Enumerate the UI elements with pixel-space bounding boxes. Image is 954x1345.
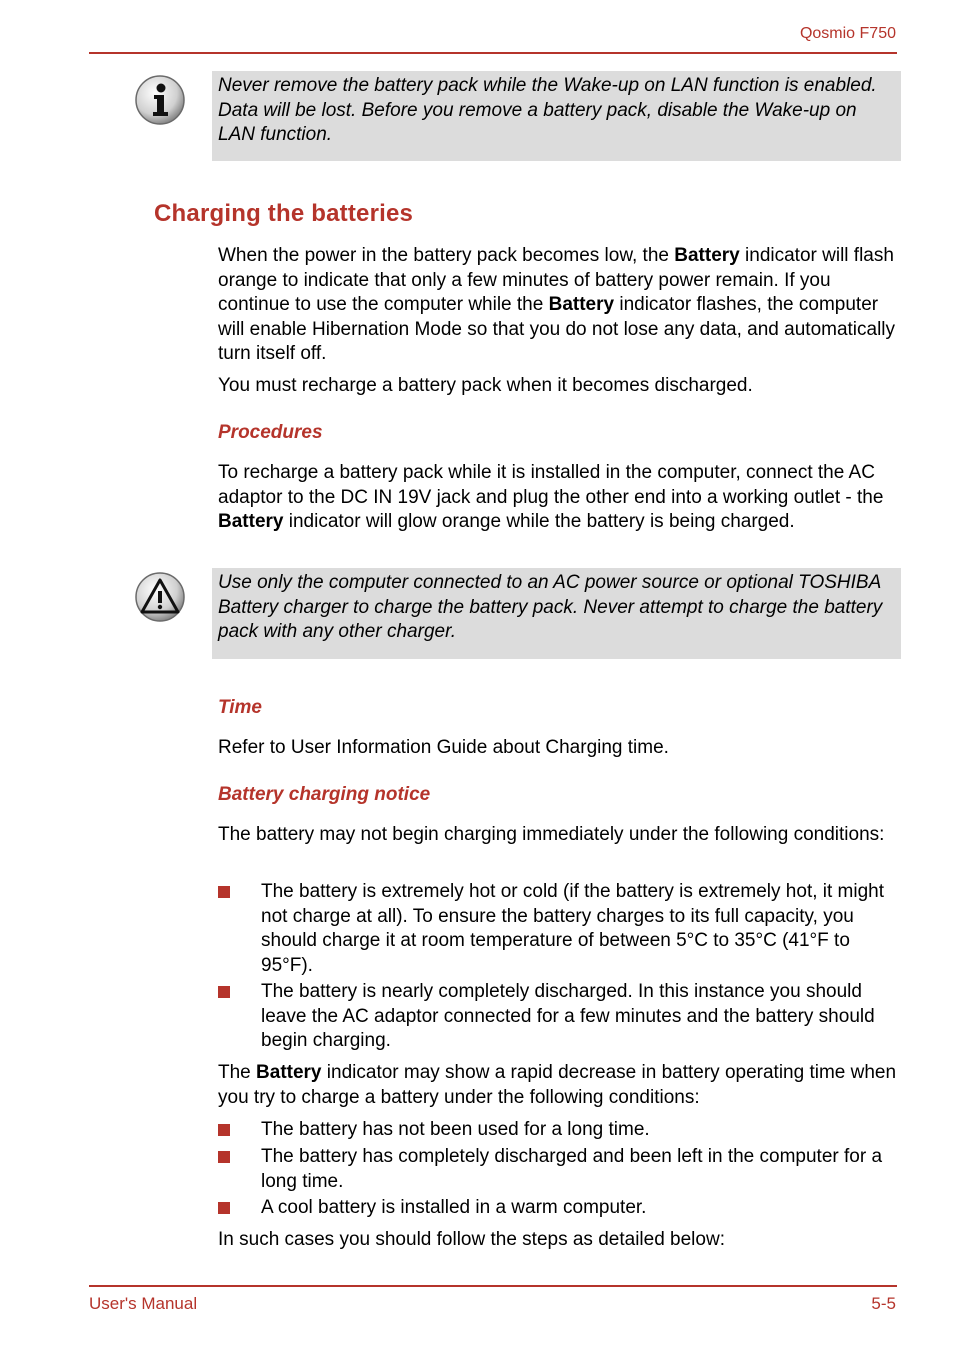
bullet-square-icon [218,886,230,898]
bullet-square-icon [218,1124,230,1136]
time-heading: Time [218,697,263,718]
header-rule [89,52,897,54]
warning-icon [134,571,186,628]
info-note [212,71,901,161]
page-number: 5-5 [871,1294,896,1313]
header-product-name: Qosmio F750 [799,25,896,42]
intro-paragraph: When the power in the battery pack becomes low, the Battery indicator will flash orange to indicate that only a few minutes of battery power remain. If you continue to use the computer while the Battery indicator flashes, the computer will enable Hibernation Mode so that you do not lose any data, and automatically turn itself off. [218,245,896,364]
notice-paragraph-2: The Battery indicator may show a rapid decrease in battery operating time when you try to charge a battery under the following conditions: [218,1062,897,1108]
bullet-square-icon [218,986,230,998]
notice-paragraph-3: In such cases you should follow the steps as detailed below: [218,1229,725,1250]
info-note-text: Never remove the battery pack while the Wake-up on LAN function is enabled. Data will be lost. Before you remove a battery pack, disable the Wake-up on LAN function. [218,75,877,145]
info-icon [134,74,186,131]
footer-manual-title: User's Manual [89,1294,198,1313]
section-title: Charging the batteries [154,200,414,227]
bullet-square-icon [218,1151,230,1163]
list-item: The battery is extremely hot or cold (if the battery is extremely hot, it might not charge at all). To ensure the battery charges to its full capacity, you should charge it at room temperature of between 5°C to 35°C (41°F to 95°F). [218,880,901,978]
recharge-paragraph: You must recharge a battery pack when it becomes discharged. [218,375,753,396]
procedures-heading: Procedures [218,422,323,443]
warning-note [212,568,901,659]
time-paragraph: Refer to User Information Guide about Charging time. [218,737,669,758]
list-item: The battery has completely discharged and been left in the computer for a long time. [218,1145,901,1194]
list-item: The battery has not been used for a long time. [218,1118,901,1143]
list-item: A cool battery is installed in a warm computer. [218,1196,901,1221]
notice-paragraph-1: The battery may not begin charging immediately under the following conditions: [218,824,885,845]
bullet-square-icon [218,1202,230,1214]
warning-note-text: Use only the computer connected to an AC power source or optional TOSHIBA Battery charger to charge the battery pack. Never attempt to charge the battery pack with any other charger. [218,572,883,642]
notice-heading: Battery charging notice [218,784,431,805]
list-item: The battery is nearly completely discharged. In this instance you should leave the AC adaptor connected for a few minutes and the battery should begin charging. [218,980,901,1054]
footer-rule [89,1285,897,1287]
procedures-paragraph: To recharge a battery pack while it is installed in the computer, connect the AC adaptor to the DC IN 19V jack and plug the other end into a working outlet - the Battery indicator will glow orange while the battery is being charged. [218,462,884,532]
